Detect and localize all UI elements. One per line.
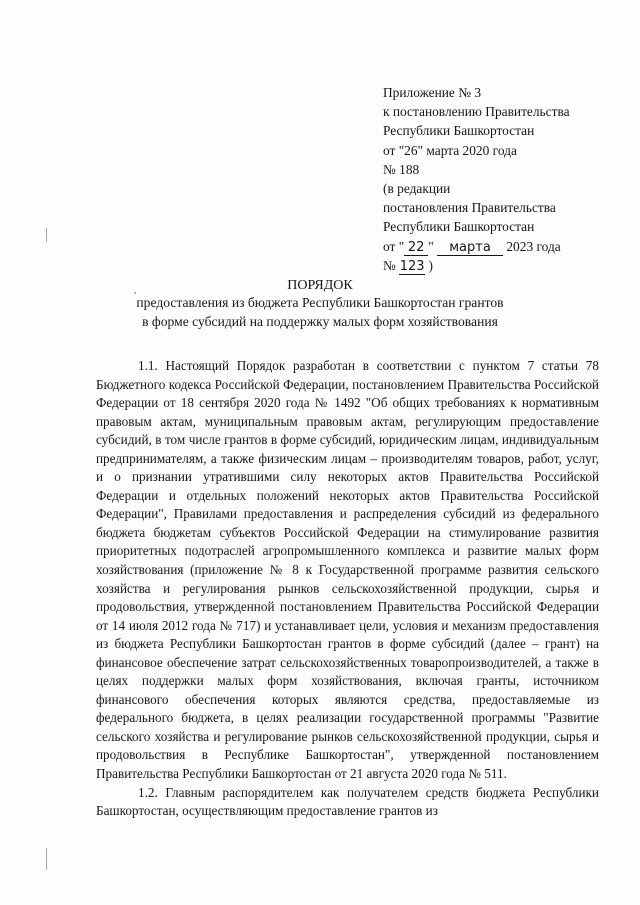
annex-resolution-ref: к постановлению Правительства — [383, 104, 570, 120]
annex-revision-number — [383, 256, 623, 275]
document-subtitle — [60, 294, 580, 331]
subtitle-line-1: предоставления из бюджета Республики Башкортостан грантов — [136, 295, 504, 310]
document-body — [96, 357, 599, 821]
annex-original-date: от "26" марта 2020 года — [383, 142, 517, 158]
document-title: ПОРЯДОК — [287, 278, 353, 293]
revision-number-prefix: № — [383, 257, 400, 273]
revision-number-handwritten: 123 — [399, 258, 425, 274]
annex-original-number: № 188 — [383, 161, 420, 177]
annex-republic: Республики Башкортостан — [383, 123, 535, 139]
subtitle-line-2: в форме субсидий на поддержку малых форм хозяйствования — [142, 313, 498, 329]
scan-margin-mark-top — [46, 228, 47, 242]
revision-date-quote: " — [428, 238, 434, 254]
annex-number: Приложение № 3 — [383, 85, 482, 100]
paragraph-1-1: 1.1. Настоящий Порядок разработан в соответствии с пунктом 7 статьи 78 Бюджетного кодекса Российской Федерации, постановлением Правительства Российской Федерации от 18 сентября 2020 года № 1492 "Об общих требованиях к нормативным правовым актам, муниципальным правовым актам, регулирующим предоставление субсидий, в том числе грантов в форме субсидий, юридическим лицам, индивидуальным предпринимателям, а также физическим лицам – производителям товаров, работ, услуг, и о признании утратившими силу некоторых актов Правительства Российской Федерации и отдельных положений некоторых актов Правительства Российской Федерации", Правилами предоставления и распределения субсидий из федерального бюджета бюджетам субъектов Российской Федерации на стимулирование развития приоритетных подотраслей агропромышленного комплекса и развитие малых форм хозяйствования (приложение № 8 к Государственной программе развития сельского хозяйства и регулирования рынков сельскохозяйственной продукции, сырья и продовольствия, утвержденной постановлением Правительства Российской Федерации от 14 июля 2012 года № 717) и устанавливает цели, условия и механизм предоставления из бюджета Республики Башкортостан грантов в форме субсидий (далее – грант) на финансовое обеспечение затрат сельскохозяйственных товаропроизводителей, а также в целях поддержки малых форм хозяйствования, включая гранты, источником финансового обеспечения которых являются средства, предоставляемые из федерального бюджета, в целях реализации государственной программы "Развитие сельского хозяйства и регулирование рынков сельскохозяйственной продукции, сырья и продовольствия в Республике Башкортостан", утвержденной постановлением Правительства Республики Башкортостан от 21 августа 2020 года № 511. — [96, 358, 599, 782]
revision-day-handwritten: 22 — [404, 240, 428, 256]
scan-margin-mark-bottom — [46, 848, 47, 870]
annex-revision-open: (в редакции — [383, 181, 451, 197]
annex-revision-date — [383, 237, 623, 256]
paragraph-1-2: 1.2. Главным распорядителем как получателем средств бюджета Республики Башкортостан, осуществляющим предоставление грантов из — [96, 784, 599, 819]
annex-revision-resolution: постановления Правительства — [383, 200, 556, 216]
revision-number-suffix: ) — [428, 257, 433, 273]
revision-date-suffix: 2023 года — [503, 238, 561, 254]
revision-month-handwritten: марта — [437, 240, 503, 256]
annex-revision-republic: Республики Башкортостан — [383, 219, 535, 235]
annex-header — [383, 83, 623, 275]
revision-date-prefix: от " — [383, 238, 405, 254]
